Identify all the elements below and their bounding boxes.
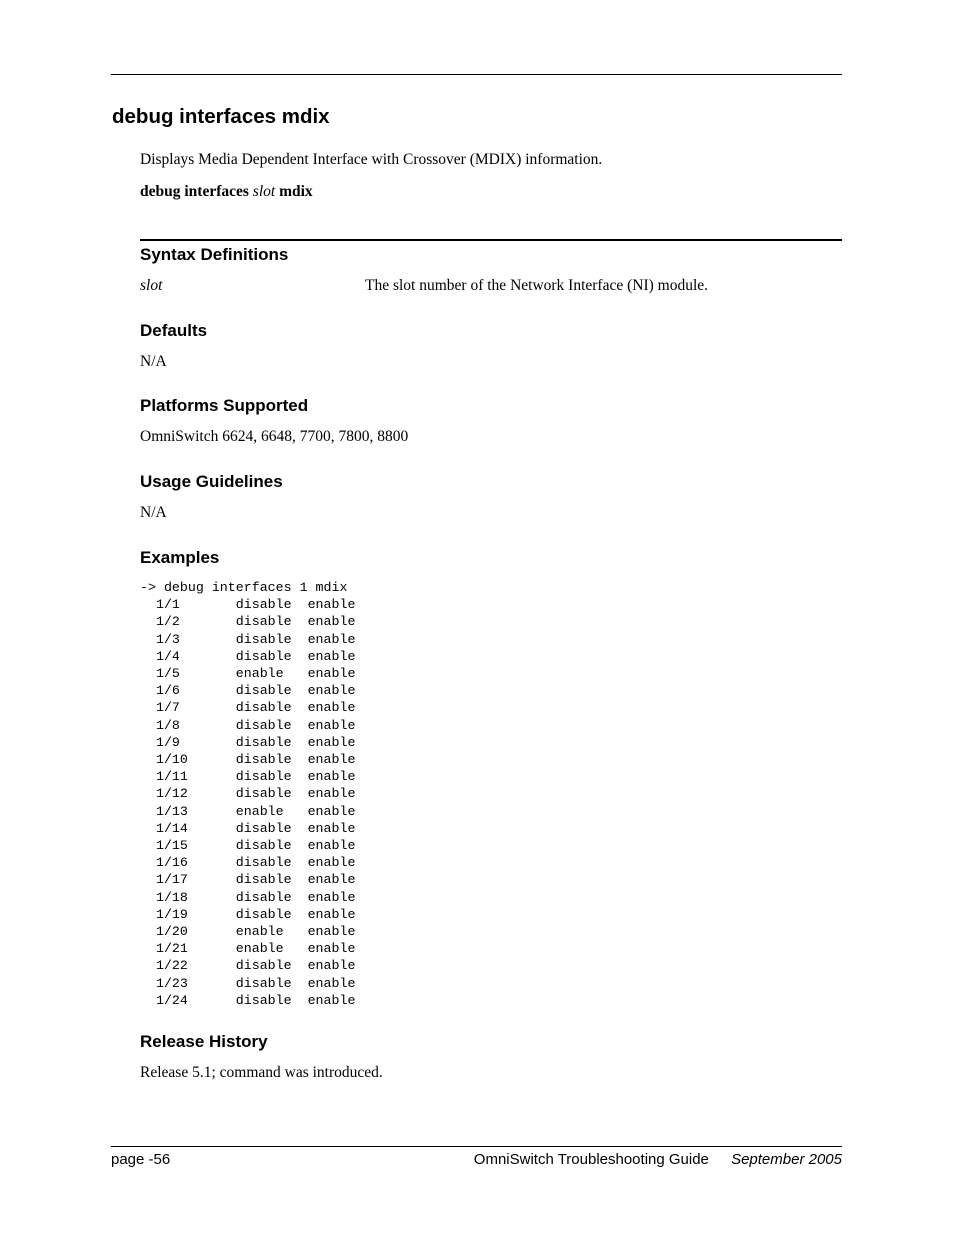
example-row: 1/12 disable enable — [140, 786, 356, 802]
platforms-heading: Platforms Supported — [140, 396, 309, 415]
usage-guidelines-heading: Usage Guidelines — [140, 472, 283, 491]
example-row: 1/11 disable enable — [140, 769, 356, 785]
examples-heading: Examples — [140, 548, 220, 567]
footer-right — [474, 1151, 842, 1168]
top-rule — [111, 74, 842, 75]
usage-guidelines-text: N/A — [140, 504, 167, 521]
footer-guide-title: OmniSwitch Troubleshooting Guide — [473, 1151, 709, 1168]
example-row: 1/13 enable enable — [140, 803, 356, 819]
example-command: -> debug interfaces 1 mdix — [140, 580, 348, 595]
example-row: 1/4 disable enable — [140, 648, 356, 664]
command-description: Displays Media Dependent Interface with Crossover (MDIX) information. — [140, 151, 603, 168]
example-row: 1/10 disable enable — [140, 752, 356, 768]
page-title: debug interfaces mdix — [112, 105, 330, 128]
syntax-definition: The slot number of the Network Interface (NI) module. — [365, 277, 709, 294]
command-syntax — [140, 183, 313, 201]
example-row: 1/15 disable enable — [140, 838, 356, 854]
platforms-text: OmniSwitch 6624, 6648, 7700, 7800, 8800 — [140, 428, 409, 445]
example-row: 1/20 enable enable — [140, 924, 356, 940]
example-row: 1/1 disable enable — [140, 597, 356, 613]
syntax-term: slot — [140, 277, 163, 294]
example-row: 1/24 disable enable — [140, 992, 356, 1008]
defaults-heading: Defaults — [140, 321, 208, 340]
defaults-text: N/A — [140, 353, 167, 370]
syntax-parameter: slot — [252, 183, 276, 200]
example-row: 1/3 disable enable — [140, 631, 356, 647]
example-row: 1/17 disable enable — [140, 872, 356, 888]
example-output — [140, 579, 355, 1009]
example-row: 1/19 disable enable — [140, 906, 356, 922]
release-history-text: Release 5.1; command was introduced. — [140, 1064, 383, 1081]
example-row: 1/16 disable enable — [140, 855, 356, 871]
example-row: 1/8 disable enable — [140, 717, 356, 733]
footer-rule — [111, 1146, 842, 1147]
release-history-heading: Release History — [140, 1032, 268, 1051]
footer-date: September 2005 — [731, 1151, 842, 1168]
syntax-command-start: debug interfaces — [140, 183, 249, 200]
example-row: 1/6 disable enable — [140, 683, 356, 699]
example-row: 1/14 disable enable — [140, 820, 356, 836]
example-row: 1/5 enable enable — [140, 666, 356, 682]
footer-page-number: page -56 — [111, 1151, 171, 1168]
syntax-definitions-heading: Syntax Definitions — [140, 245, 289, 264]
example-row: 1/18 disable enable — [140, 889, 356, 905]
example-rows — [140, 597, 355, 1008]
example-row: 1/21 enable enable — [140, 941, 356, 957]
syntax-command-end: mdix — [279, 183, 313, 200]
example-row: 1/22 disable enable — [140, 958, 356, 974]
example-row: 1/9 disable enable — [140, 734, 356, 750]
section-rule — [140, 239, 842, 241]
example-row: 1/2 disable enable — [140, 614, 356, 630]
example-row: 1/23 disable enable — [140, 975, 356, 991]
example-row: 1/7 disable enable — [140, 700, 356, 716]
